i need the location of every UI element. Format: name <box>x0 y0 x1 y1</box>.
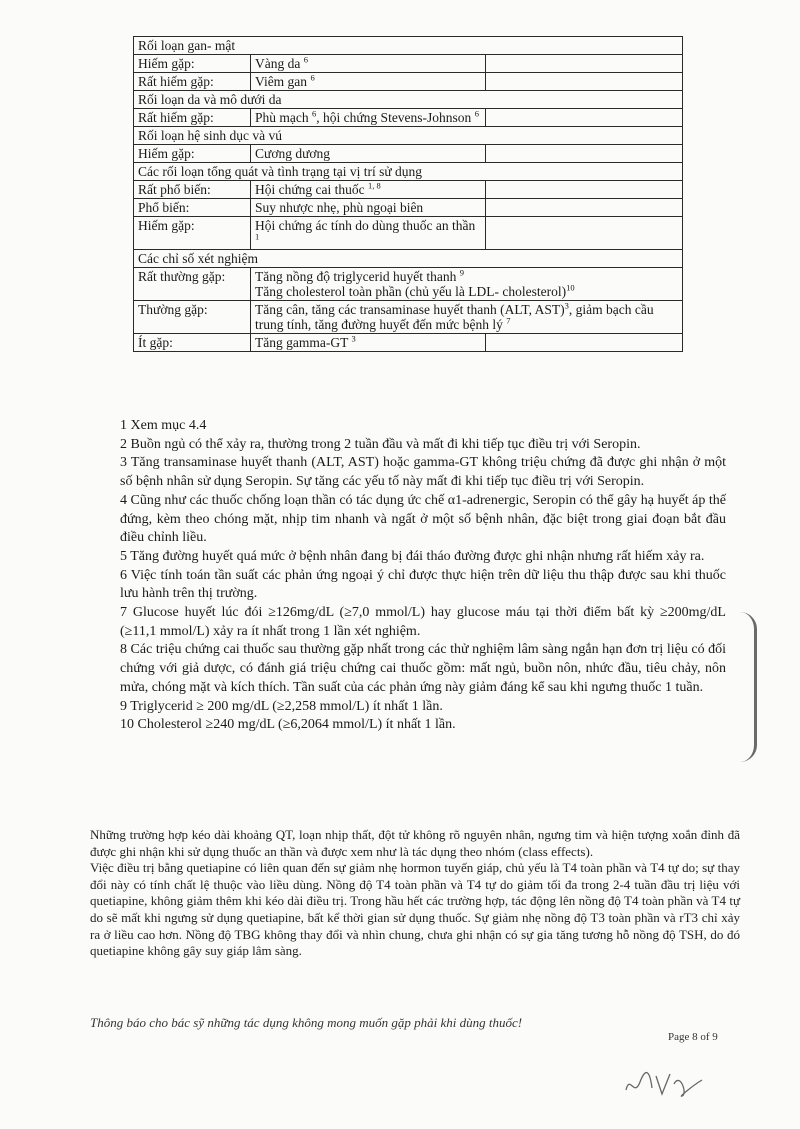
table-section-header: Rối loạn gan- mật <box>134 37 683 55</box>
frequency-cell: Rất phổ biến: <box>134 181 251 199</box>
footnote: 4 Cũng như các thuốc chống loạn thần có tác dụng ức chế α1-adrenergic, Seropin có thể gây hạ huyết áp thế đứng, kèm theo chóng mặt, nhịp tim nhanh và ngất ở một số bệnh nhân, đặc biệt trong giai đoạn bắt đầu điều chỉnh liều. <box>120 492 726 546</box>
effect-text: Hội chứng cai thuốc <box>255 182 365 197</box>
reference-sup: 1 <box>255 231 260 242</box>
reference-sup: 3 <box>351 333 356 344</box>
empty-cell <box>486 217 683 250</box>
effect-text: Tăng nồng độ triglycerid huyết thanh <box>255 269 457 284</box>
effect-text: Phù mạch <box>255 110 309 125</box>
table-section-header: Các rối loạn tổng quát và tình trạng tại vị trí sử dụng <box>134 163 683 181</box>
stamp-edge-mark <box>740 612 757 762</box>
table-row <box>134 268 683 301</box>
adverse-effects-table <box>133 36 683 352</box>
reference-sup: 6 <box>474 108 479 119</box>
empty-cell <box>486 109 683 127</box>
table-row <box>134 301 683 334</box>
body-paragraph: Những trường hợp kéo dài khoảng QT, loạn nhịp thất, đột tử không rõ nguyên nhân, ngưng tim và hiện tượng xoắn đỉnh đã được ghi nhận khi sử dụng thuốc an thần và được xem như là tác dụng theo nhóm (class effects). <box>90 827 740 859</box>
page-number: Page 8 of 9 <box>668 1031 718 1043</box>
effect-text: Suy nhược nhẹ, phù ngoại biên <box>255 200 424 215</box>
reference-sup: 6 <box>303 54 308 65</box>
table-header-row <box>134 250 683 268</box>
table-header-row <box>134 37 683 55</box>
table-row <box>134 73 683 91</box>
footnote: 3 Tăng transaminase huyết thanh (ALT, AST) hoặc gamma-GT không triệu chứng đã được ghi nhận ở một số bệnh nhân sử dụng Seropin. Sự tăng các yếu tố này mất đi khi tiếp tục điều trị với Seropin. <box>120 455 726 490</box>
table-row <box>134 109 683 127</box>
effect-text: Tăng gamma-GT <box>255 335 349 350</box>
table-section-header: Rối loạn da và mô dưới da <box>134 91 683 109</box>
frequency-cell: Rất thường gặp: <box>134 268 251 301</box>
footnotes <box>120 417 726 735</box>
table-header-row <box>134 163 683 181</box>
reference-sup: 10 <box>566 282 575 293</box>
footnote: 6 Việc tính toán tần suất các phản ứng ngoại ý chỉ được thực hiện trên dữ liệu thu thập được sau khi thuốc lưu hành trên thị trường. <box>120 567 726 602</box>
adverse-effects-table-body <box>134 37 683 352</box>
effect-cell <box>251 181 486 199</box>
table-header-row <box>134 91 683 109</box>
empty-cell <box>486 145 683 163</box>
effect-text-rest: , giảm bạch cầu trung tính, tăng đường huyết đến mức bệnh lý <box>255 302 654 332</box>
effect-text: Viêm gan <box>255 74 308 89</box>
effect-cell <box>251 301 683 334</box>
table-row <box>134 145 683 163</box>
effect-text: Hội chứng ác tính do dùng thuốc an thần <box>255 218 476 233</box>
empty-cell <box>486 55 683 73</box>
reference-sup: 7 <box>506 315 511 326</box>
empty-cell <box>486 73 683 91</box>
frequency-cell: Hiếm gặp: <box>134 55 251 73</box>
table-row <box>134 199 683 217</box>
effect-cell <box>251 145 486 163</box>
handwritten-initials-mark <box>622 1064 712 1104</box>
footnote: 2 Buồn ngủ có thể xảy ra, thường trong 2 tuần đầu và mất đi khi tiếp tục điều trị với Seropin. <box>120 436 641 452</box>
reference-sup: 1, 8 <box>368 180 381 191</box>
table-section-header: Rối loạn hệ sinh dục và vú <box>134 127 683 145</box>
effect-cell <box>251 55 486 73</box>
footnote: 10 Cholesterol ≥240 mg/dL (≥6,2064 mmol/L) ít nhất 1 lần. <box>120 717 456 733</box>
reference-sup: 6 <box>312 108 317 119</box>
frequency-cell: Hiếm gặp: <box>134 145 251 163</box>
frequency-cell: Thường gặp: <box>134 301 251 334</box>
effect-text-rest: , hội chứng Stevens-Johnson <box>316 110 472 125</box>
physician-notice: Thông báo cho bác sỹ những tác dụng không mong muốn gặp phải khi dùng thuốc! <box>90 1015 523 1030</box>
frequency-cell: Rất hiếm gặp: <box>134 73 251 91</box>
reference-sup: 3 <box>564 300 569 311</box>
effect-text: Cương dương <box>255 146 331 161</box>
effect-text: Tăng cholesterol toàn phần (chủ yếu là LDL- cholesterol) <box>255 284 567 299</box>
footnote: 7 Glucose huyết lúc đói ≥126mg/dL (≥7,0 mmol/L) hay glucose máu tại thời điểm bất kỳ ≥200mg/dL (≥11,1 mmol/L) xảy ra ít nhất trong 1 lần xét nghiệm. <box>120 605 726 639</box>
footnote: 1 Xem mục 4.4 <box>120 418 207 433</box>
effect-cell <box>251 109 486 127</box>
frequency-cell: Phổ biến: <box>134 199 251 217</box>
effect-text: Vàng da <box>255 56 301 71</box>
footnote: 5 Tăng đường huyết quá mức ở bệnh nhân đang bị đái tháo đường được ghi nhận nhưng rất hiếm xảy ra. <box>120 548 705 564</box>
reference-sup: 6 <box>310 72 315 83</box>
frequency-cell: Rất hiếm gặp: <box>134 109 251 127</box>
table-header-row <box>134 127 683 145</box>
empty-cell <box>486 181 683 199</box>
table-row <box>134 55 683 73</box>
table-row <box>134 334 683 352</box>
effect-cell <box>251 73 486 91</box>
body-paragraph: Việc điều trị bằng quetiapine có liên quan đến sự giảm nhẹ hormon tuyến giáp, chủ yếu là T4 toàn phần và T4 tự do; sự thay đổi này có tính chất lệ thuộc vào liều dùng. Nồng độ T4 toàn phần và T4 tự do giảm tối đa trong 2-4 tuần đầu trị liệu với quetiapine, không giảm thêm khi kéo dài điều trị. Trong hầu hết các trường hợp, tác động lên nồng độ T4 toàn phần và T4 tự do sẽ mất khi ngưng sử dụng quetiapine, bất kể thời gian sử dụng thuốc. Sự giảm nhẹ nồng độ T3 toàn phần và rT3 chỉ xảy ra ở liều cao hơn. Nồng độ TBG không thay đổi và nhìn chung, chưa ghi nhận có sự gia tăng tương hỗ nồng độ TSH, do đó quetiapine không gây suy giáp lâm sàng. <box>90 860 740 959</box>
table-row <box>134 181 683 199</box>
effect-cell <box>251 268 683 301</box>
table-section-header: Các chỉ số xét nghiệm <box>134 250 683 268</box>
reference-sup: 9 <box>459 267 464 278</box>
footnote: 8 Các triệu chứng cai thuốc sau thường gặp nhất trong các thử nghiệm lâm sàng ngắn hạn đơn trị liệu có đối chứng với giả dược, có đánh giá triệu chứng cai thuốc gồm: mất ngủ, buồn nôn, nhức đầu, tiêu chảy, nôn mửa, chóng mặt và kích thích. Tần suất của các phản ứng này giảm đáng kể sau khi ngưng thuốc 1 tuần. <box>120 642 726 695</box>
effect-cell <box>251 334 486 352</box>
empty-cell <box>486 199 683 217</box>
frequency-cell: Hiếm gặp: <box>134 217 251 250</box>
empty-cell <box>486 334 683 352</box>
effect-cell <box>251 199 486 217</box>
frequency-cell: Ít gặp: <box>134 334 251 352</box>
body-text <box>90 827 740 960</box>
footnote: 9 Triglycerid ≥ 200 mg/dL (≥2,258 mmol/L) ít nhất 1 lần. <box>120 698 443 714</box>
effect-text: Tăng cân, tăng các transaminase huyết thanh (ALT, AST) <box>255 302 565 317</box>
table-row <box>134 217 683 250</box>
effect-cell <box>251 217 486 250</box>
